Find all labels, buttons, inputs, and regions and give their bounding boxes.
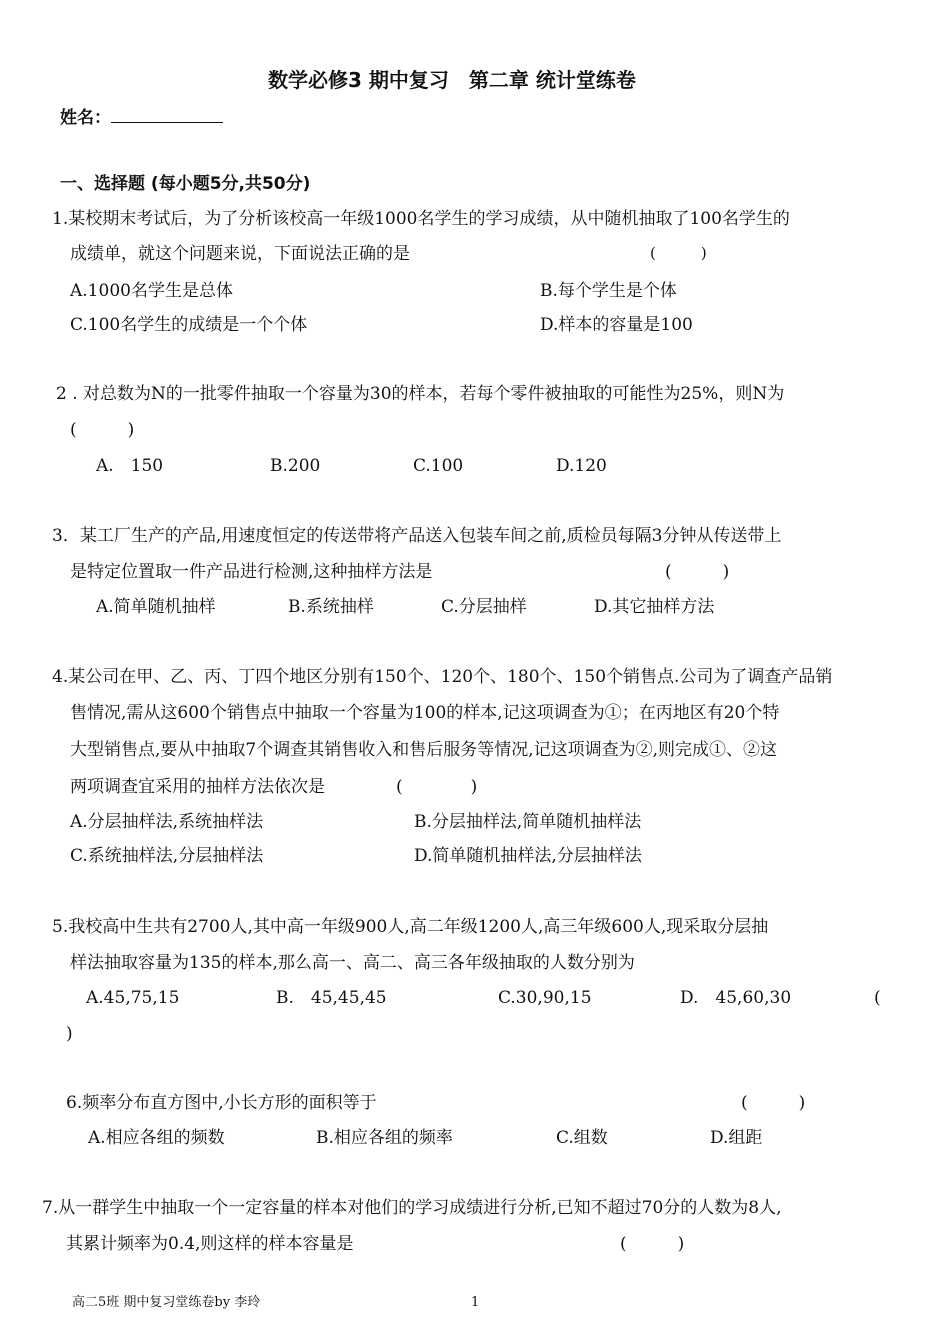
option-d[interactable]: D.简单随机抽样法,分层抽样法	[414, 846, 642, 866]
name-label: 姓名：	[60, 108, 111, 128]
option-d[interactable]: D.样本的容量是100	[540, 315, 693, 335]
question-text-line: 其累计频率为0.4,则这样的样本容量是	[66, 1234, 354, 1254]
option-a[interactable]: A.相应各组的频数	[88, 1128, 225, 1148]
question-text-line: 6.频率分布直方图中,小长方形的面积等于	[66, 1093, 377, 1113]
option-a[interactable]: A.45,75,15	[86, 988, 180, 1008]
option-d[interactable]: D. 45,60,30	[680, 988, 792, 1008]
option-a[interactable]: A.简单随机抽样	[96, 597, 216, 617]
option-a[interactable]: A. 150	[96, 456, 164, 476]
question-text-line: 7.从一群学生中抽取一个一定容量的样本对他们的学习成绩进行分析,已知不超过70分的人数为8人,	[42, 1198, 782, 1218]
option-b[interactable]: B.200	[270, 456, 321, 476]
option-b[interactable]: B.分层抽样法,简单随机抽样法	[414, 812, 642, 832]
question-text-line: 3．某工厂生产的产品,用速度恒定的传送带将产品送入包装车间之前,质检员每隔3分钟从传送带上	[52, 526, 782, 546]
answer-bracket[interactable]: ( )	[650, 244, 707, 262]
option-b[interactable]: B.系统抽样	[288, 597, 374, 617]
page-title: 数学必修3 期中复习 第二章 统计堂练卷	[268, 68, 636, 92]
question-text-line: 1.某校期末考试后，为了分析该校高一年级1000名学生的学习成绩，从中随机抽取了100名学生的	[52, 209, 790, 229]
answer-bracket-close[interactable]: )	[66, 1024, 73, 1044]
option-d[interactable]: D.其它抽样方法	[594, 597, 715, 617]
option-c[interactable]: C.组数	[556, 1128, 608, 1148]
option-a[interactable]: A.分层抽样法,系统抽样法	[70, 812, 264, 832]
question-text-line: 5.我校高中生共有2700人,其中高一年级900人,高二年级1200人,高三年级600人,现采取分层抽	[52, 917, 769, 937]
answer-bracket[interactable]: ( )	[665, 562, 730, 582]
section-heading: 一、选择题 (每小题5分,共50分)	[60, 174, 311, 194]
option-b[interactable]: B.相应各组的频率	[316, 1128, 453, 1148]
name-field	[60, 108, 223, 127]
question-text-line: 2 . 对总数为N的一批零件抽取一个容量为30的样本，若每个零件被抽取的可能性为25%，则N为	[56, 384, 785, 404]
option-d[interactable]: D.组距	[710, 1128, 763, 1148]
question-text-line: 大型销售点,要从中抽取7个调查其销售收入和售后服务等情况,记这项调查为②,则完成①、②这	[70, 740, 778, 760]
answer-bracket[interactable]: ( )	[620, 1234, 685, 1254]
question-text-line: 成绩单，就这个问题来说，下面说法正确的是	[70, 244, 410, 264]
option-a[interactable]: A.1000名学生是总体	[70, 281, 233, 301]
question-text-line: 样法抽取容量为135的样本,那么高一、高二、高三各年级抽取的人数分别为	[70, 953, 635, 973]
name-blank[interactable]	[111, 108, 223, 123]
page-number: 1	[471, 1295, 480, 1310]
option-c[interactable]: C.分层抽样	[441, 597, 527, 617]
answer-bracket[interactable]: ( )	[396, 777, 478, 797]
question-text-line: 售情况,需从这600个销售点中抽取一个容量为100的样本,记这项调查为①；在丙地区有20个特	[70, 703, 780, 723]
option-d[interactable]: D.120	[556, 456, 607, 476]
answer-bracket[interactable]: ( )	[70, 420, 135, 440]
question-text-line: 两项调查宜采用的抽样方法依次是	[70, 777, 325, 797]
question-text-line: 是特定位置取一件产品进行检测,这种抽样方法是	[70, 562, 433, 582]
option-b[interactable]: B. 45,45,45	[276, 988, 387, 1008]
option-b[interactable]: B.每个学生是个体	[540, 281, 677, 301]
footer-text: 高二5班 期中复习堂练卷by 李玲	[72, 1295, 261, 1310]
answer-bracket[interactable]: ( )	[741, 1093, 806, 1113]
option-c[interactable]: C.100名学生的成绩是一个个体	[70, 315, 308, 335]
answer-bracket-open[interactable]: (	[874, 988, 881, 1008]
option-c[interactable]: C.30,90,15	[498, 988, 592, 1008]
option-c[interactable]: C.100	[413, 456, 464, 476]
question-text-line: 4.某公司在甲、乙、丙、丁四个地区分别有150个、120个、180个、150个销售点.公司为了调查产品销	[52, 667, 833, 687]
option-c[interactable]: C.系统抽样法,分层抽样法	[70, 846, 264, 866]
